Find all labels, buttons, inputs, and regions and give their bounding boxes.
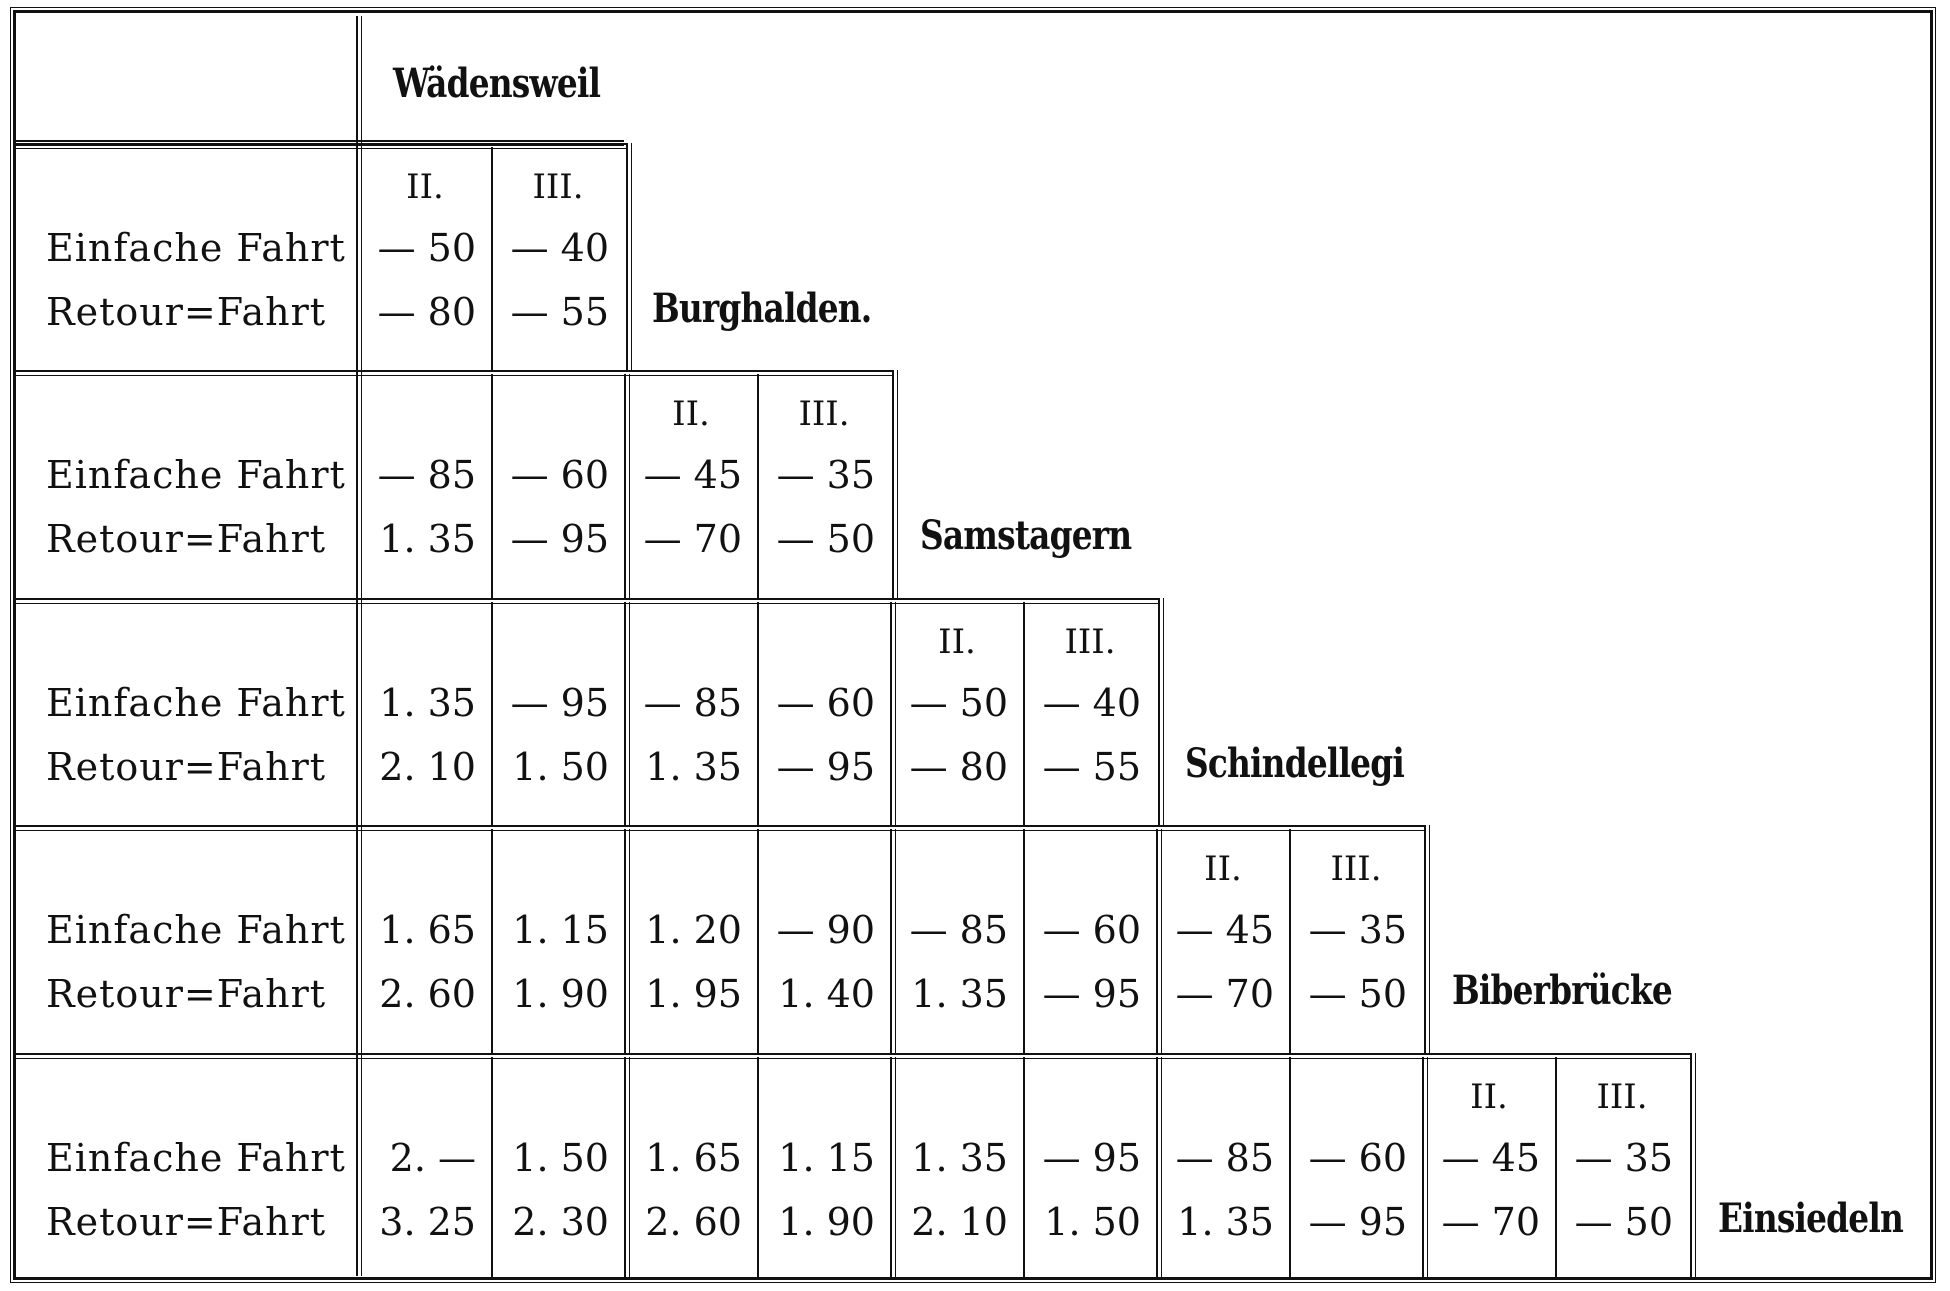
fare-value: — 90	[776, 908, 875, 952]
fare-value: 1. 15	[778, 1136, 875, 1180]
fare-value: — 50	[909, 681, 1008, 725]
column-divider	[757, 602, 759, 825]
fare-value: 2. 10	[379, 745, 476, 789]
fare-value: 2. —	[389, 1136, 476, 1180]
label-column-divider	[356, 16, 358, 1276]
fare-value: — 50	[1574, 1200, 1673, 1244]
fare-value: 1. 15	[512, 908, 609, 952]
fare-value: — 85	[909, 908, 1008, 952]
fare-value: 1. 50	[512, 1136, 609, 1180]
fare-value: — 45	[1441, 1136, 1540, 1180]
block-right-border	[1424, 825, 1426, 1053]
class-label: II.	[406, 167, 444, 207]
fare-value: — 95	[1042, 1136, 1141, 1180]
block-right-border	[892, 370, 894, 598]
fare-value: 1. 90	[512, 972, 609, 1016]
class-label: II.	[672, 394, 710, 434]
column-divider	[624, 829, 626, 1053]
fare-value: — 45	[1175, 908, 1274, 952]
fare-value: 1. 35	[911, 972, 1008, 1016]
class-label: II.	[938, 622, 976, 662]
class-label: III.	[1064, 622, 1116, 662]
fare-value: — 60	[510, 453, 609, 497]
fare-value: — 80	[377, 290, 476, 334]
fare-value: — 40	[510, 226, 609, 270]
fare-value: 1. 50	[512, 745, 609, 789]
fare-value: — 45	[643, 453, 742, 497]
fare-value: 1. 40	[778, 972, 875, 1016]
fare-value: 2. 30	[512, 1200, 609, 1244]
fare-value: — 60	[776, 681, 875, 725]
fare-value: 1. 35	[379, 517, 476, 561]
column-divider	[491, 602, 493, 825]
fare-value: 1. 65	[645, 1136, 742, 1180]
column-divider	[890, 1057, 892, 1278]
column-divider	[624, 1057, 626, 1278]
column-divider	[1023, 1057, 1025, 1278]
fare-value: 2. 60	[645, 1200, 742, 1244]
column-divider	[757, 1057, 759, 1278]
fare-value: — 40	[1042, 681, 1141, 725]
fare-value: — 95	[776, 745, 875, 789]
station-einsiedeln: Einsiedeln	[1718, 1195, 1904, 1242]
column-divider	[491, 1057, 493, 1278]
class-label: III.	[532, 167, 584, 207]
fare-value: — 55	[1042, 745, 1141, 789]
block-top-line	[16, 825, 1424, 827]
station-burghalden: Burghalden.	[652, 285, 872, 332]
class-label: II.	[1204, 849, 1242, 889]
fare-value: — 70	[1175, 972, 1274, 1016]
column-divider	[491, 374, 493, 598]
column-divider	[1289, 1057, 1291, 1278]
column-divider	[890, 829, 892, 1053]
block-right-border	[626, 143, 628, 370]
fare-value: — 85	[1175, 1136, 1274, 1180]
station-waedensweil: Wädensweil	[393, 60, 601, 107]
row-label-return: Retour=Fahrt	[46, 745, 327, 789]
station-biberbruecke: Biberbrücke	[1452, 967, 1672, 1014]
fare-value: — 50	[1308, 972, 1407, 1016]
block-top-line	[16, 143, 626, 145]
fare-value: — 95	[1308, 1200, 1407, 1244]
fare-value: — 60	[1042, 908, 1141, 952]
class-label: II.	[1470, 1077, 1508, 1117]
row-label-return: Retour=Fahrt	[46, 517, 327, 561]
station-samstagern: Samstagern	[920, 512, 1132, 559]
row-label-return: Retour=Fahrt	[46, 972, 327, 1016]
fare-value: 1. 35	[645, 745, 742, 789]
column-divider	[491, 829, 493, 1053]
row-label-single: Einfache Fahrt	[46, 908, 346, 952]
column-divider	[1156, 1057, 1158, 1278]
fare-value: 1. 90	[778, 1200, 875, 1244]
class-label: III.	[798, 394, 850, 434]
block-right-border	[1690, 1053, 1692, 1278]
fare-value: 1. 20	[645, 908, 742, 952]
fare-value: — 85	[643, 681, 742, 725]
row-label-return: Retour=Fahrt	[46, 1200, 327, 1244]
fare-value: — 60	[1308, 1136, 1407, 1180]
fare-value: 1. 95	[645, 972, 742, 1016]
fare-value: — 70	[643, 517, 742, 561]
fare-value: — 50	[377, 226, 476, 270]
header-separator	[16, 140, 624, 142]
fare-value: — 95	[1042, 972, 1141, 1016]
fare-value: — 70	[1441, 1200, 1540, 1244]
fare-value: — 35	[1574, 1136, 1673, 1180]
row-label-single: Einfache Fahrt	[46, 681, 346, 725]
row-label-return: Retour=Fahrt	[46, 290, 327, 334]
fare-value: — 80	[909, 745, 1008, 789]
block-top-line	[16, 370, 892, 372]
block-top-line	[16, 1053, 1690, 1055]
fare-value: 2. 10	[911, 1200, 1008, 1244]
fare-value: — 35	[1308, 908, 1407, 952]
fare-value: 2. 60	[379, 972, 476, 1016]
fare-value: — 35	[776, 453, 875, 497]
fare-value: 1. 65	[379, 908, 476, 952]
column-divider	[1023, 829, 1025, 1053]
fare-value: — 95	[510, 681, 609, 725]
fare-value: 3. 25	[379, 1200, 476, 1244]
station-schindellegi: Schindellegi	[1185, 740, 1404, 787]
row-label-single: Einfache Fahrt	[46, 226, 346, 270]
fare-value: 1. 35	[379, 681, 476, 725]
fare-value: — 55	[510, 290, 609, 334]
block-top-line	[16, 598, 1158, 600]
fare-value: 1. 50	[1044, 1200, 1141, 1244]
class-label: III.	[1330, 849, 1382, 889]
fare-value: — 95	[510, 517, 609, 561]
row-label-single: Einfache Fahrt	[46, 1136, 346, 1180]
fare-value: — 50	[776, 517, 875, 561]
class-label: III.	[1596, 1077, 1648, 1117]
fare-value: 1. 35	[911, 1136, 1008, 1180]
row-label-single: Einfache Fahrt	[46, 453, 346, 497]
column-divider	[757, 829, 759, 1053]
fare-value: 1. 35	[1177, 1200, 1274, 1244]
block-right-border	[1158, 598, 1160, 825]
fare-value: — 85	[377, 453, 476, 497]
column-divider	[624, 602, 626, 825]
